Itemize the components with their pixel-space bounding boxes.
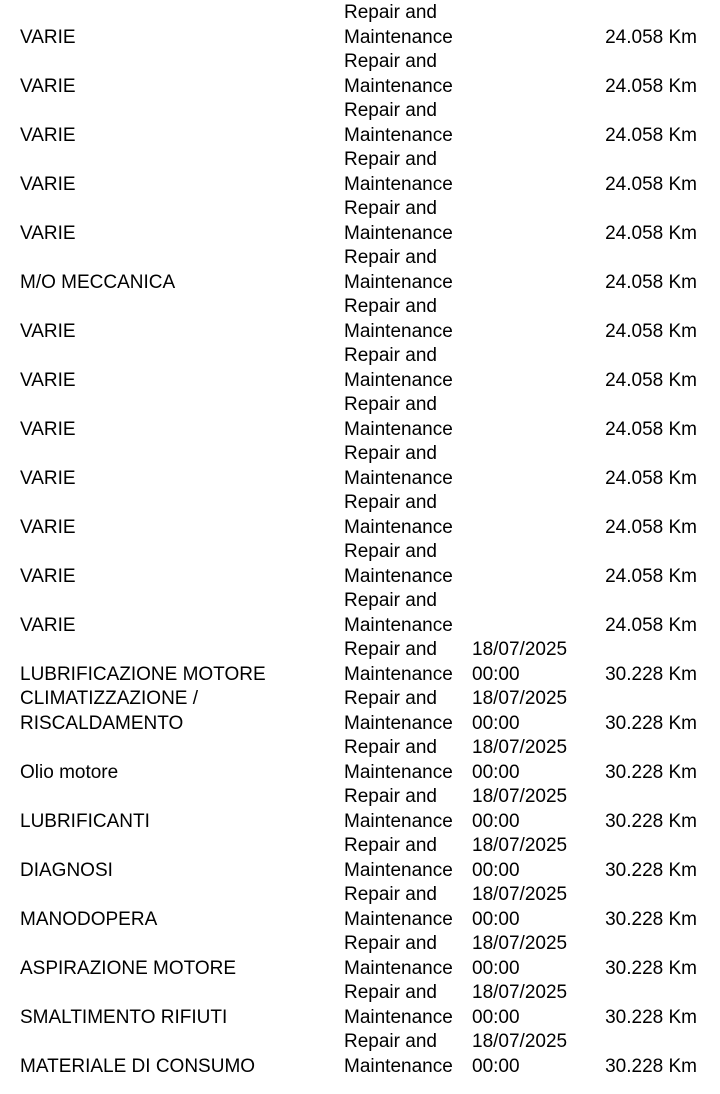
service-description: LUBRIFICAZIONE MOTORE [20, 663, 266, 685]
maintenance-list [0, 1, 720, 1079]
service-date: 18/07/2025 00:00 [472, 884, 568, 930]
service-date: 18/07/2025 00:00 [472, 835, 568, 881]
table-row [0, 50, 720, 99]
table-row [0, 883, 720, 932]
service-description: Olio motore [20, 761, 119, 783]
service-category: Repair and Maintenance [344, 492, 453, 538]
service-description: ASPIRAZIONE MOTORE [20, 957, 237, 979]
service-mileage: 30.228 Km [605, 810, 697, 832]
service-date: 18/07/2025 00:00 [472, 737, 568, 783]
service-description: VARIE [20, 222, 76, 244]
service-mileage: 24.058 Km [605, 75, 697, 97]
service-description: VARIE [20, 26, 76, 48]
service-description: VARIE [20, 320, 76, 342]
service-mileage: 24.058 Km [605, 271, 697, 293]
table-row [0, 148, 720, 197]
table-row [0, 1030, 720, 1079]
service-description: VARIE [20, 467, 76, 489]
table-row [0, 785, 720, 834]
table-row [0, 442, 720, 491]
table-row [0, 981, 720, 1030]
table-row [0, 540, 720, 589]
service-date: 18/07/2025 00:00 [472, 1031, 568, 1077]
table-row [0, 1, 720, 50]
service-description: M/O MECCANICA [20, 271, 176, 293]
service-mileage: 24.058 Km [605, 222, 697, 244]
service-mileage: 24.058 Km [605, 320, 697, 342]
service-description: VARIE [20, 369, 76, 391]
table-row [0, 197, 720, 246]
service-category: Repair and Maintenance [344, 149, 453, 195]
service-date: 18/07/2025 00:00 [472, 982, 568, 1028]
service-mileage: 24.058 Km [605, 467, 697, 489]
service-category: Repair and Maintenance [344, 786, 453, 832]
service-description: DIAGNOSI [20, 859, 113, 881]
service-category: Repair and Maintenance [344, 198, 453, 244]
service-category: Repair and Maintenance [344, 51, 453, 97]
service-category: Repair and Maintenance [344, 247, 453, 293]
service-mileage: 24.058 Km [605, 173, 697, 195]
table-row [0, 393, 720, 442]
service-description: CLIMATIZZAZIONE / RISCALDAMENTO [20, 688, 199, 734]
table-row [0, 589, 720, 638]
service-category: Repair and Maintenance [344, 100, 453, 146]
service-date: 18/07/2025 00:00 [472, 688, 568, 734]
service-description: VARIE [20, 516, 76, 538]
table-row [0, 736, 720, 785]
service-category: Repair and Maintenance [344, 443, 453, 489]
table-row [0, 834, 720, 883]
service-category: Repair and Maintenance [344, 2, 453, 48]
service-category: Repair and Maintenance [344, 394, 453, 440]
service-category: Repair and Maintenance [344, 982, 453, 1028]
service-category: Repair and Maintenance [344, 639, 453, 685]
table-row [0, 932, 720, 981]
service-date: 18/07/2025 00:00 [472, 639, 568, 685]
service-mileage: 24.058 Km [605, 565, 697, 587]
table-row [0, 638, 720, 687]
service-category: Repair and Maintenance [344, 590, 453, 636]
service-category: Repair and Maintenance [344, 884, 453, 930]
service-mileage: 24.058 Km [605, 614, 697, 636]
service-description: VARIE [20, 124, 76, 146]
service-mileage: 30.228 Km [605, 663, 697, 685]
service-description: SMALTIMENTO RIFIUTI [20, 1006, 228, 1028]
table-row [0, 687, 720, 736]
service-mileage: 24.058 Km [605, 369, 697, 391]
service-mileage: 30.228 Km [605, 859, 697, 881]
service-mileage: 24.058 Km [605, 124, 697, 146]
service-description: MATERIALE DI CONSUMO [20, 1055, 256, 1077]
service-description: VARIE [20, 418, 76, 440]
service-description: VARIE [20, 565, 76, 587]
service-description: MANODOPERA [20, 908, 158, 930]
service-description: VARIE [20, 614, 76, 636]
service-mileage: 24.058 Km [605, 26, 697, 48]
service-date: 18/07/2025 00:00 [472, 933, 568, 979]
service-mileage: 30.228 Km [605, 1055, 697, 1077]
service-mileage: 30.228 Km [605, 761, 697, 783]
service-description: LUBRIFICANTI [20, 810, 150, 832]
service-mileage: 30.228 Km [605, 957, 697, 979]
service-mileage: 30.228 Km [605, 1006, 697, 1028]
service-category: Repair and Maintenance [344, 688, 453, 734]
service-category: Repair and Maintenance [344, 541, 453, 587]
table-row [0, 344, 720, 393]
service-category: Repair and Maintenance [344, 737, 453, 783]
service-description: VARIE [20, 173, 76, 195]
service-description: VARIE [20, 75, 76, 97]
table-row [0, 295, 720, 344]
service-category: Repair and Maintenance [344, 296, 453, 342]
service-category: Repair and Maintenance [344, 835, 453, 881]
service-category: Repair and Maintenance [344, 933, 453, 979]
table-row [0, 246, 720, 295]
table-row [0, 491, 720, 540]
service-mileage: 30.228 Km [605, 908, 697, 930]
table-row [0, 99, 720, 148]
service-mileage: 30.228 Km [605, 712, 697, 734]
service-date: 18/07/2025 00:00 [472, 786, 568, 832]
service-category: Repair and Maintenance [344, 1031, 453, 1077]
service-mileage: 24.058 Km [605, 516, 697, 538]
service-category: Repair and Maintenance [344, 345, 453, 391]
service-mileage: 24.058 Km [605, 418, 697, 440]
